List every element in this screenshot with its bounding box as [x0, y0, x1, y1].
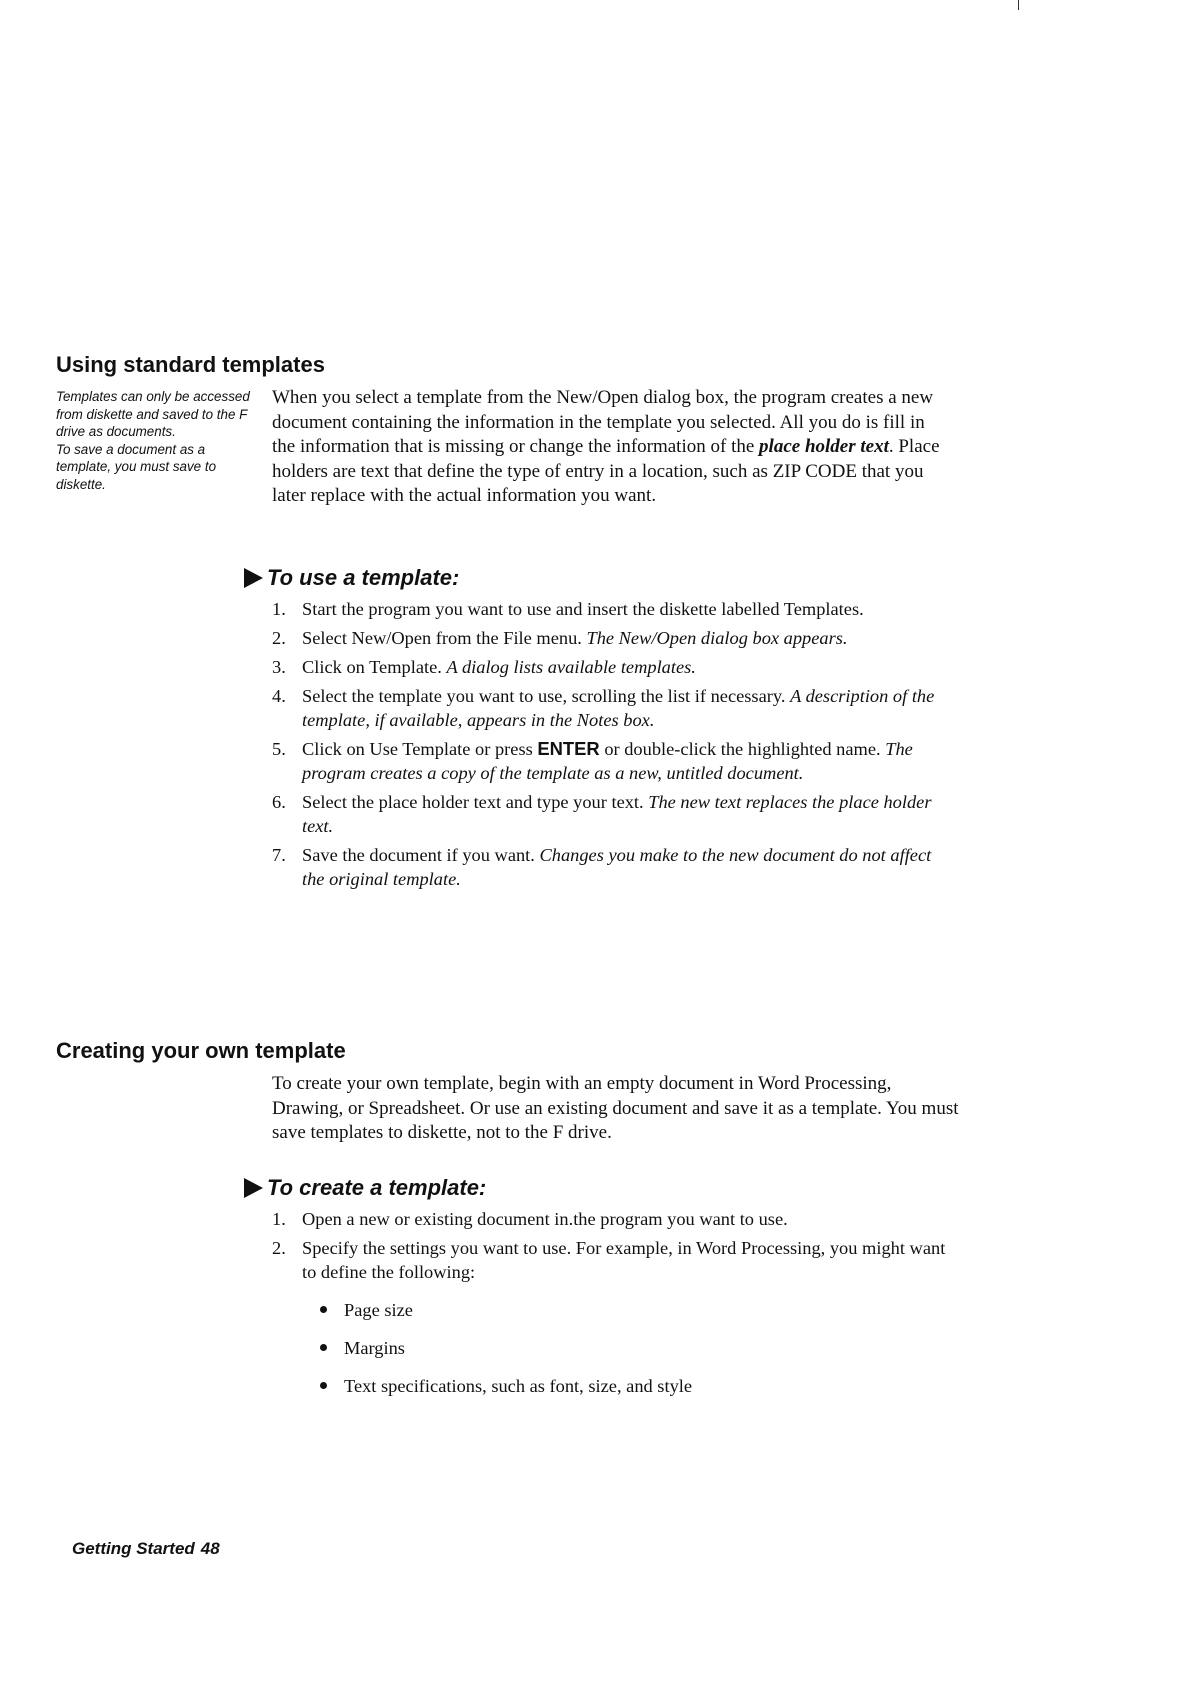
place-holder-text-term: place holder text: [759, 436, 889, 457]
section1-body-start: When you select a template from the New/Open dialog box, the program creates a new document containing the information in the template you selected. All you do is fill in the information that is missing or change the information of the: [272, 387, 934, 457]
step-number: 2.: [272, 1238, 286, 1258]
template-settings-list: [318, 1298, 918, 1412]
procedure-heading-text: To use a template:: [267, 565, 460, 590]
procedure-arrow-icon: [244, 568, 263, 588]
step-number: 7.: [272, 845, 286, 865]
procedure-heading-text: To create a template:: [267, 1175, 487, 1200]
margin-note: [56, 388, 256, 493]
step-text: Click on Template.: [302, 657, 447, 677]
list-item: [272, 1236, 952, 1284]
margin-note-line-1: Templates can only be accessed from diskette and saved to the F drive as documents.: [56, 389, 250, 439]
section1-body-end: . Place holders are text that define the type of entry in a location, such as ZIP CODE that you later replace with the actual information you want.: [272, 436, 940, 506]
step-text: Save the document if you want.: [302, 845, 540, 865]
step-text: Open a new or existing document in.the program you want to use.: [302, 1209, 788, 1229]
list-item: [272, 655, 952, 679]
section-heading-using-standard-templates: Using standard templates: [56, 352, 325, 377]
step-text: Start the program you want to use and insert the diskette labelled Templates.: [302, 599, 864, 619]
list-item: [272, 626, 952, 650]
list-item: [272, 843, 952, 891]
step-result: A dialog lists available templates.: [446, 657, 696, 677]
list-item: [318, 1374, 918, 1398]
bullet-text: Page size: [344, 1300, 413, 1320]
bullet-text: Text specifications, such as font, size, and style: [344, 1376, 693, 1396]
step-text-continued: or double-click the highlighted name.: [599, 739, 886, 759]
step-number: 6.: [272, 792, 286, 812]
procedure-heading-create-template: [244, 1175, 486, 1201]
step-text: Select the place holder text and type your text.: [302, 792, 649, 812]
step-result: The New/Open dialog box appears.: [586, 628, 848, 648]
bullet-text: Margins: [344, 1338, 405, 1358]
step-text: Select the template you want to use, scrolling the list if necessary.: [302, 686, 791, 706]
procedure-heading-use-template: [244, 565, 459, 591]
create-template-steps: [272, 1207, 952, 1289]
footer-section-title: Getting Started: [72, 1539, 195, 1558]
bullet-icon: [320, 1382, 327, 1389]
step-number: 4.: [272, 686, 286, 706]
scan-tick-mark: [1018, 0, 1019, 10]
step-number: 1.: [272, 1209, 286, 1229]
footer-page-number: 48: [200, 1539, 220, 1558]
step-number: 2.: [272, 628, 286, 648]
use-template-steps: [272, 597, 952, 896]
list-item: [318, 1298, 918, 1322]
bullet-icon: [320, 1344, 327, 1351]
list-item: [272, 1207, 952, 1231]
list-item: [272, 737, 952, 785]
step-result: Changes you make to the new document do not affect the original template.: [302, 845, 932, 889]
step-number: 1.: [272, 599, 286, 619]
enter-key-label: ENTER: [537, 738, 600, 759]
section-heading-creating-own-template: Creating your own template: [56, 1038, 346, 1063]
page-footer: [72, 1539, 220, 1559]
section1-body: [272, 386, 950, 509]
step-result: The program creates a copy of the template as a new, untitled document.: [302, 739, 913, 783]
step-number: 3.: [272, 657, 286, 677]
step-text: Select New/Open from the File menu.: [302, 628, 587, 648]
margin-note-line-2: To save a document as a template, you must save to diskette.: [56, 441, 217, 492]
step-result: A description of the template, if available, appears in the Notes box.: [302, 686, 935, 730]
list-item: [272, 790, 952, 838]
procedure-arrow-icon: [244, 1178, 263, 1198]
bullet-icon: [320, 1306, 327, 1313]
section2-body: To create your own template, begin with an empty document in Word Processing, Drawing, or Spreadsheet. Or use an existing document and save it as a template. You must save templates to diskette, not to the F drive.: [272, 1073, 959, 1143]
list-item: [272, 597, 952, 621]
step-result: The new text replaces the place holder text.: [302, 792, 932, 836]
step-text: Specify the settings you want to use. For example, in Word Processing, you might want to define the following:: [302, 1238, 946, 1282]
step-text: Click on Use Template or press: [302, 739, 538, 759]
list-item: [272, 684, 952, 732]
step-number: 5.: [272, 739, 286, 759]
list-item: [318, 1336, 918, 1360]
